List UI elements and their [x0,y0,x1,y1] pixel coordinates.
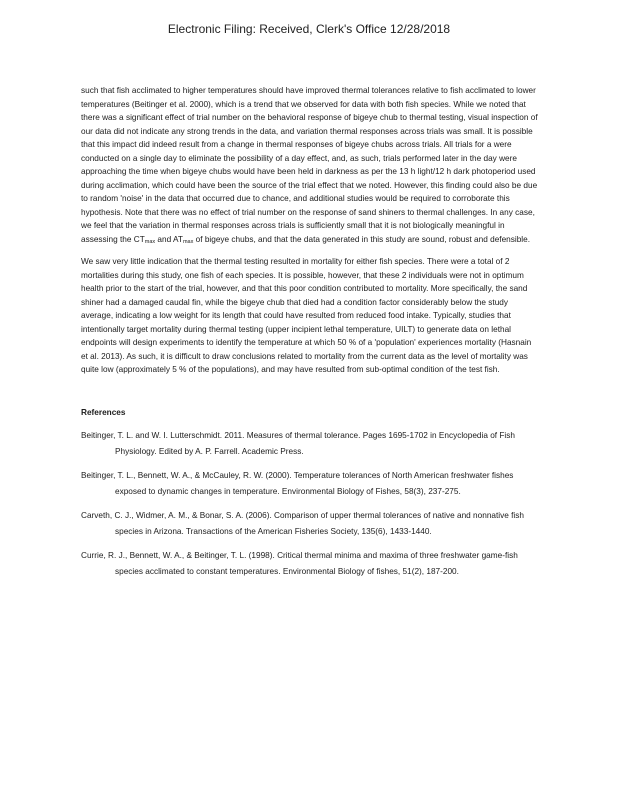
reference-item: Carveth, C. J., Widmer, A. M., & Bonar, S. A. (2006). Comparison of upper thermal tolerances of native and nonnative fish species in Arizona. Transactions of the American Fisheries Society, 135(6), 1433-1440. [81,511,524,536]
reference-item: Currie, R. J., Bennett, W. A., & Beitinger, T. L. (1998). Critical thermal minima and maxima of three freshwater game-fish species acclimated to constant temperatures. Environmental Biology of fishes, 51(2), 187-200. [81,551,518,576]
references-list [81,428,539,579]
document-body [81,84,539,588]
reference-item: Beitinger, T. L., Bennett, W. A., & McCauley, R. W. (2000). Temperature tolerances of North American freshwater fishes exposed to dynamic changes in temperature. Environmental Biology of Fishes, 58(3), 237-275. [81,471,514,496]
ctmax-subscript: max [144,238,156,245]
paragraph-1-text-c: of bigeye chubs, and that the data generated in this study are sound, robust and defensible. [193,234,531,244]
paragraph-1-text-a: such that fish acclimated to higher temperatures should have improved thermal tolerances relative to fish acclimated to lower temperatures (Beitinger et al. 2000), which is a trend that we observed for data with both fish species. While we noted that there was a significant effect of trial number on the behavioral response of bigeye chub to thermal testing, visual inspection of our data did not indicate any strong trends in the data, and variation thermal responses across trials was small. It is possible that this impact did indeed result from a change in thermal responses of bigeye chubs across trials. All trials for a were conducted on a single day to eliminate the possibility of a day effect, and, as such, trials performed later in the day were approaching the time when bigeye chubs would have been held in darkness as per the 13 h light/12 h dark photoperiod used during acclimation, which could have been the source of the trial effect that we noted. However, this finding could also be due to random 'noise' in the data that occurred due to chance, and additional studies would be required to corroborate this hypothesis. Note that there was no effect of trial number on the response of sand shiners to thermal challenges. In any case, we feel that the variation in thermal responses across trials is sufficiently small that it is not biologically meaningful in assessing the CT [81,86,538,244]
discussion-paragraph-2: We saw very little indication that the thermal testing resulted in mortality for either fish species. There were a total of 2 mortalities during this study, one fish of each species. It is possible, however, that these 2 individuals were not in optimum health prior to the start of the trial, however, and that this poor condition contributed to mortality. More specifically, the sand shiner had a damaged caudal fin, while the bigeye chub that died had a condition factor considerably below the study average, indicating a low weight for its length that could have resulted from reduced food intake. Typically, studies that intentionally target mortality during thermal testing (upper incipient lethal temperature, UILT) to generate data on lethal endpoints will design experiments to identify the temperature at which 50 % of a 'population' experiences mortality (Hasnain et al. 2013). As such, it is difficult to draw conclusions related to mortality from the current data as the level of mortality was quite low (approximately 5 % of the populations), and may have resulted from sub-optimal condition of the test fish. [81,257,532,374]
filing-header: Electronic Filing: Received, Clerk's Office 12/28/2018 [167,22,451,36]
discussion-paragraph-1 [81,84,539,246]
atmax-subscript: max [182,238,194,245]
paragraph-1-text-b: and AT [155,234,183,244]
reference-item: Beitinger, T. L. and W. I. Lutterschmidt. 2011. Measures of thermal tolerance. Pages 1695-1702 in Encyclopedia of Fish Physiology. Edited by A. P. Farrell. Academic Press. [81,431,515,456]
references-heading: References [81,407,126,417]
